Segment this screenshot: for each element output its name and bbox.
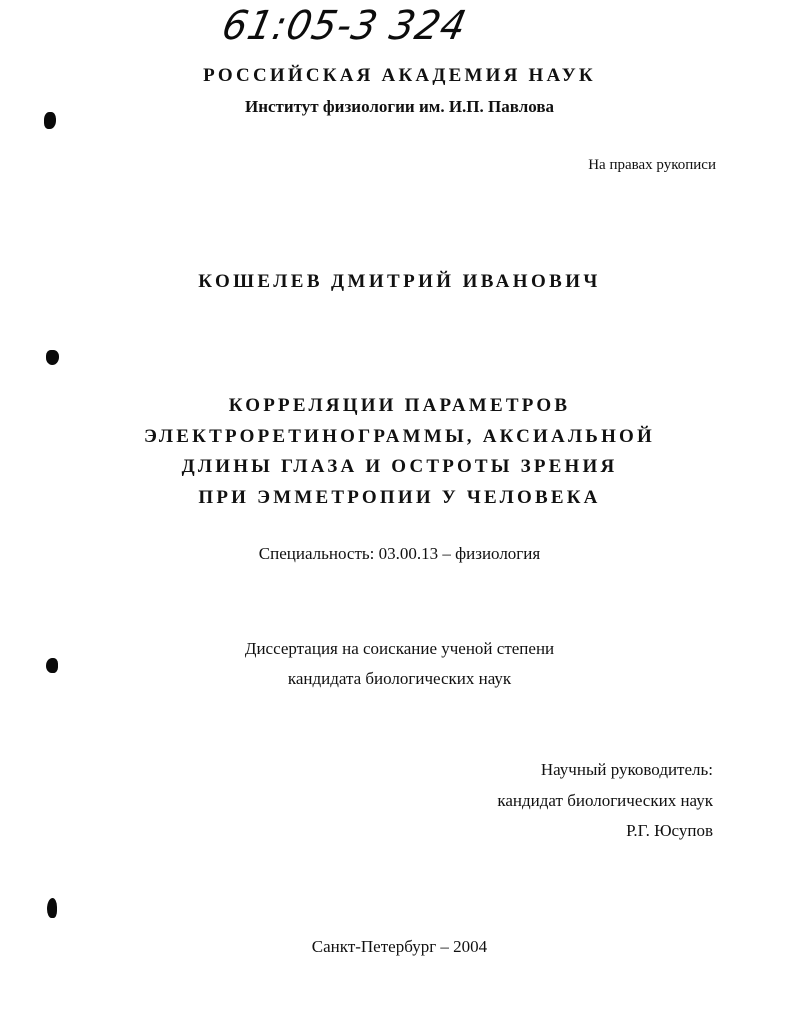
degree-statement-line-2: кандидата биологических наук [287, 669, 512, 688]
degree-statement [0, 634, 799, 694]
title-line-3: ДЛИНЫ ГЛАЗА И ОСТРОТЫ ЗРЕНИЯ [181, 456, 618, 477]
scientific-advisor-block [497, 755, 713, 847]
manuscript-rights-note: На правах рукописи [588, 157, 716, 173]
title-line-4: ПРИ ЭММЕТРОПИИ У ЧЕЛОВЕКА [198, 486, 601, 508]
title-line-1: КОРРЕЛЯЦИИ ПАРАМЕТРОВ [228, 395, 571, 416]
author-name: КОШЕЛЕВ ДМИТРИЙ ИВАНОВИЧ [198, 271, 601, 292]
punch-hole-icon [44, 112, 56, 129]
punch-hole-icon [47, 898, 57, 918]
city-and-year: Санкт-Петербург – 2004 [311, 937, 488, 956]
punch-hole-icon [46, 350, 59, 365]
degree-statement-line-1: Диссертация на соискание ученой степени [244, 639, 555, 658]
handwritten-catalog-number: 61:05-3 324 [218, 2, 472, 49]
punch-hole-icon [46, 658, 58, 673]
title-line-2: ЭЛЕКТРОРЕТИНОГРАММЫ, АКСИАЛЬНОЙ [143, 425, 656, 447]
institute-name: Институт физиологии им. И.П. Павлова [244, 97, 555, 116]
advisor-label: Научный руководитель: [540, 760, 713, 779]
organization-heading: РОССИЙСКАЯ АКАДЕМИЯ НАУК [203, 65, 596, 86]
dissertation-title [0, 391, 799, 513]
advisor-name: Р.Г. Юсупов [626, 821, 713, 840]
specialty-line: Специальность: 03.00.13 – физиология [258, 544, 541, 563]
advisor-degree: кандидат биологических наук [497, 790, 713, 810]
